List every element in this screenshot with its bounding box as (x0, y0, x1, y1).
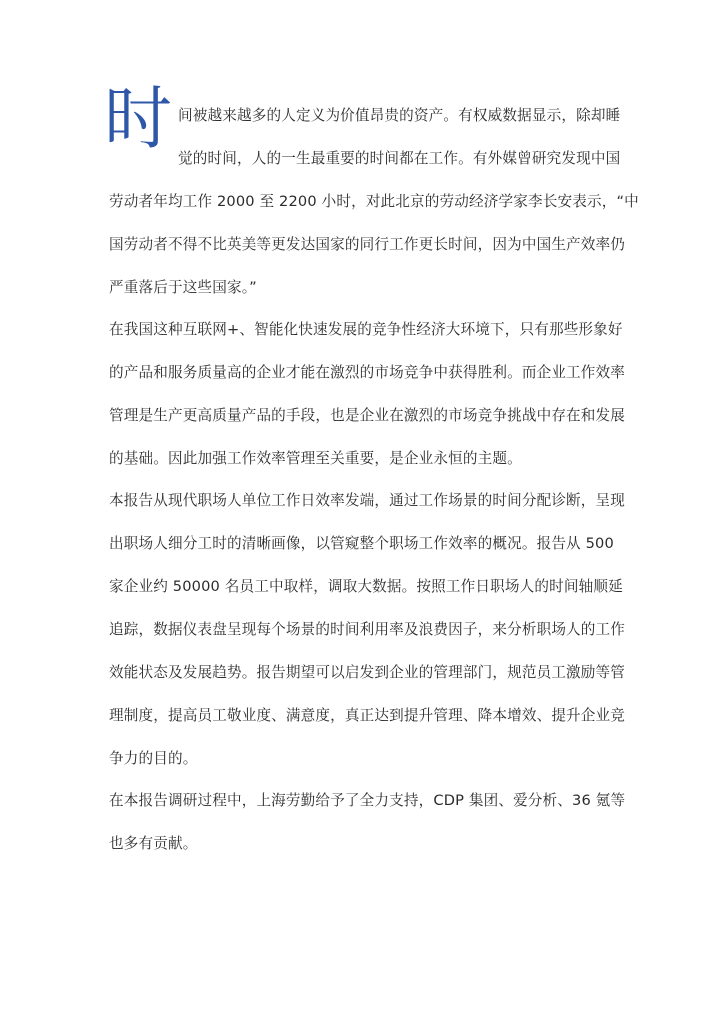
paragraph-line: 严重落后于这些国家。” (109, 279, 257, 296)
paragraph-line: 出职场人细分工时的清晰画像，以管窥整个职场工作效率的概况。报告从 500 (109, 535, 614, 552)
paragraph-line: 理制度，提高员工敬业度、满意度，真正达到提升管理、降本增效、提升企业竞 (109, 707, 626, 724)
paragraph-line: 劳动者年均工作 2000 至 2200 小时，对此北京的劳动经济学家李长安表示，“中 (109, 193, 639, 210)
paragraph-line: 在本报告调研过程中，上海劳勤给予了全力支持，CDP 集团、爱分析、36 氪等 (109, 792, 626, 809)
paragraph-line: 觉的时间，人的一生最重要的时间都在工作。有外媒曾研究发现中国 (178, 150, 621, 167)
paragraph-line: 管理是生产更高质量产品的手段，也是企业在激烈的市场竞争挑战中存在和发展 (109, 407, 626, 424)
paragraph-line: 本报告从现代职场人单位工作日效率发端，通过工作场景的时间分配诊断，呈现 (109, 492, 626, 509)
paragraph-line: 的产品和服务质量高的企业才能在激烈的市场竞争中获得胜利。而企业工作效率 (109, 364, 626, 381)
paragraph-line: 追踪，数据仪表盘呈现每个场景的时间利用率及浪费因子，来分析职场人的工作 (109, 621, 626, 638)
paragraph-line: 国劳动者不得不比英美等更发达国家的同行工作更长时间，因为中国生产效率仍 (109, 236, 626, 253)
drop-cap: 时 (104, 80, 173, 159)
paragraph-line: 也多有贡献。 (109, 835, 198, 852)
paragraph-line: 在我国这种互联网+、智能化快速发展的竞争性经济大环境下，只有那些形象好 (109, 321, 623, 338)
paragraph-line: 效能状态及发展趋势。报告期望可以启发到企业的管理部门，规范员工激励等管 (109, 664, 626, 681)
paragraph-line: 家企业约 50000 名员工中取样，调取大数据。按照工作日职场人的时间轴顺延 (109, 578, 623, 595)
paragraph-line: 争力的目的。 (109, 750, 198, 767)
paragraph-line: 间被越来越多的人定义为价值昂贵的资产。有权威数据显示，除却睡 (178, 107, 621, 124)
paragraph-line: 的基础。因此加强工作效率管理至关重要，是企业永恒的主题。 (109, 450, 522, 467)
